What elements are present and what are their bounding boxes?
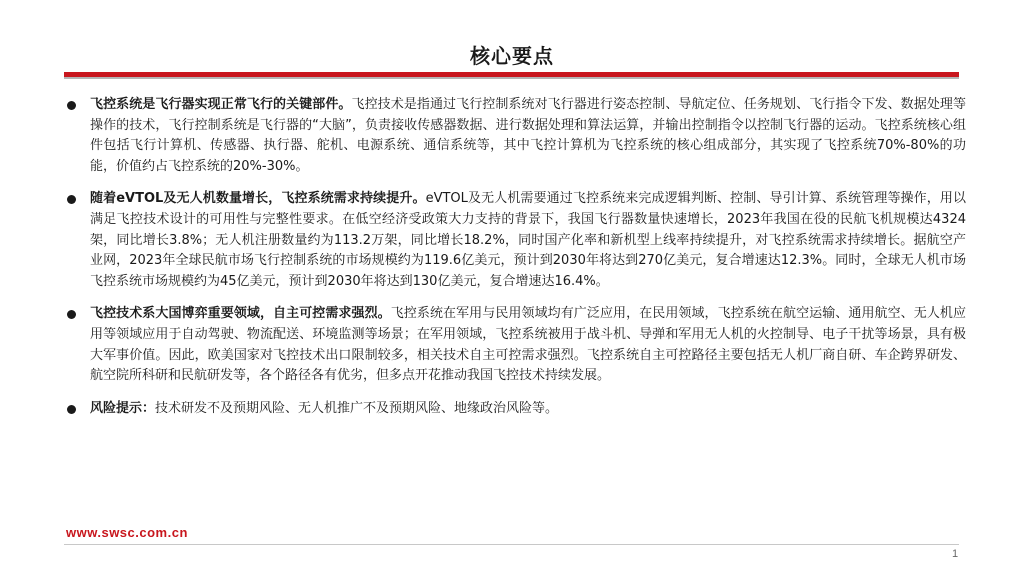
page-number: 1	[952, 548, 959, 560]
footer-divider	[64, 544, 959, 545]
key-points-list	[66, 95, 966, 431]
key-point-risk-warning	[66, 399, 966, 420]
key-point-heading: 飞控系统是飞行器实现正常飞行的关键部件。	[90, 97, 352, 112]
bullet-dot-icon	[67, 195, 76, 204]
key-point-body: eVTOL及无人机需要通过飞控系统来完成逻辑判断、控制、导引计算、系统管理等操作，用以满足飞控技术设计的可用性与完整性要求。在低空经济受政策大力支持的背景下，我国飞行器数量快速增长，2023年我国在役的民航飞机规模达4324架，同比增长3.8%；无人机注册数量约为113.2万架，同比增长18.2%，同时国产化率和新机型上线率持续提升，对飞控系统需求持续增长。据航空产业网，2023年全球民航市场飞行控制系统的市场规模约为119.6亿美元，预计到2030年将达到270亿美元，复合增速达12.3%。同时，全球无人机市场飞控系统市场规模约为45亿美元，预计到2030年将达到130亿美元，复合增速达16.4%。	[90, 191, 966, 289]
bullet-dot-icon	[67, 310, 76, 319]
key-point-body: 飞控技术是指通过飞行控制系统对飞行器进行姿态控制、导航定位、任务规划、飞行指令下发、数据处理等操作的技术，飞行控制系统是飞行器的“大脑”，负责接收传感器数据、进行数据处理和算法运算，并输出控制指令以控制飞行器的运动。飞控系统核心组件包括飞行计算机、传感器、执行器、舵机、电源系统、通信系统等，其中飞控计算机为飞控系统的核心组成部分，其实现了飞控系统70%-80%的功能，价值约占飞控系统的20%-30%。	[90, 97, 966, 174]
bullet-dot-icon	[67, 101, 76, 110]
key-point-body: 飞控系统在军用与民用领域均有广泛应用，在民用领域，飞控系统在航空运输、通用航空、无人机应用等领域应用于自动驾驶、物流配送、环境监测等场景；在军用领域，飞控系统被用于战斗机、导弹和军用无人机的火控制导、电子干扰等场景，具有极大军事价值。因此，欧美国家对飞控技术出口限制较多，相关技术自主可控需求强烈。飞控系统自主可控路径主要包括无人机厂商自研、车企跨界研发、航空院所科研和民航研发等，各个路径各有优劣，但多点开花推动我国飞控技术持续发展。	[90, 306, 966, 384]
key-point-heading: 飞控技术系大国博弈重要领域，自主可控需求强烈。	[90, 306, 391, 322]
page-title: 核心要点	[470, 44, 554, 68]
footer-website-link[interactable]: www.swsc.com.cn	[66, 525, 188, 540]
key-point-heading: 风险提示：	[90, 400, 156, 416]
bullet-dot-icon	[67, 405, 76, 414]
key-point-self-reliance	[66, 304, 966, 386]
key-point-heading: 随着eVTOL及无人机数量增长，飞控系统需求持续提升。	[90, 191, 426, 207]
key-point-flight-control-role	[66, 95, 966, 177]
key-point-body: 技术研发不及预期风险、无人机推广不及预期风险、地缘政治风险等。	[155, 400, 559, 416]
key-point-demand-growth	[66, 189, 966, 292]
title-underline-shadow	[64, 77, 959, 79]
